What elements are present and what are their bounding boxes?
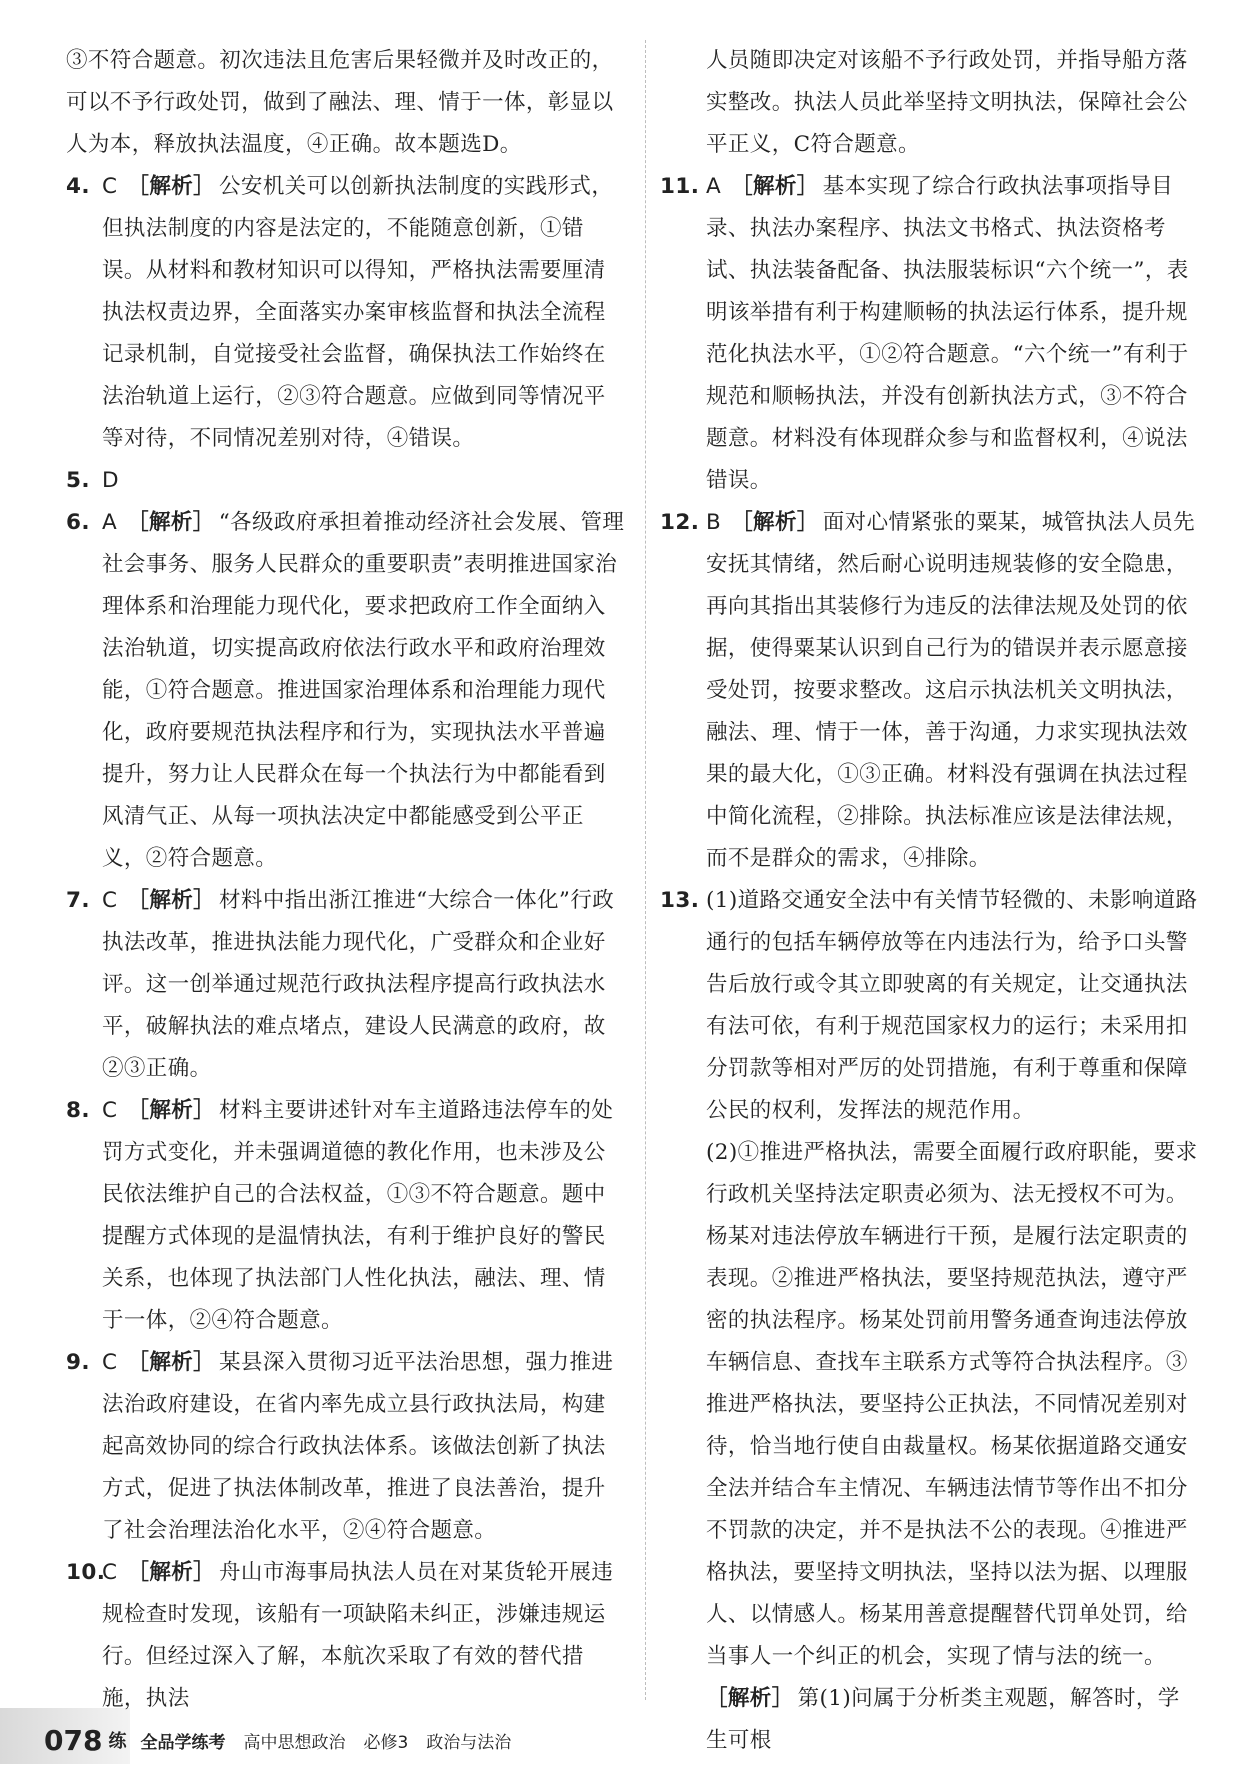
right-intro-text: 人员随即决定对该船不予行政处罚，并指导船方落实整改。执法人员此举坚持文明执法，保障社会公平正义，C符合题意。 <box>706 48 1188 157</box>
item-text: 材料主要讲述针对车主道路违法停车的处罚方式变化，并未强调道德的教化作用，也未涉及公民依法维护自己的合法权益，①③不符合题意。题中提醒方式体现的是温情执法，有利于维护良好的警民关系，也体现了执法部门人性化执法，融法、理、情于一体，②④符合题意。 <box>102 1098 614 1333</box>
page-number: 078 <box>44 1723 103 1757</box>
item-answer: A <box>706 174 722 199</box>
item-number: 9. <box>66 1350 90 1375</box>
item-number: 11. <box>660 174 700 199</box>
analysis-tag: ［解析］ <box>127 1098 216 1123</box>
answer-item-10 <box>66 1552 626 1720</box>
item-number: 5. <box>66 468 90 493</box>
item-text: 舟山市海事局执法人员在对某货轮开展违规检查时发现，该船有一项缺陷未纠正，涉嫌违规运行。但经过深入了解，本航次采取了有效的替代措施，执法 <box>102 1560 614 1711</box>
item-number: 7. <box>66 888 90 913</box>
final-analysis-text: 第(1)问属于分析类主观题，解答时，学生可根 <box>706 1686 1180 1753</box>
item-answer: D <box>102 468 119 493</box>
answer-item-4 <box>66 166 626 460</box>
answer-item-6 <box>66 502 626 880</box>
series-name: 全品学练考 <box>140 1732 226 1753</box>
practice-badge: 练 <box>108 1731 127 1752</box>
item-text: 材料中指出浙江推进“大综合一体化”行政执法改革，推进执法能力现代化，广受群众和企业好评。这一创举通过规范行政执法程序提高行政执法水平，破解执法的难点堵点，建设人民满意的政府，故②③正确。 <box>102 888 615 1081</box>
analysis-tag: ［解析］ <box>731 174 819 199</box>
answer-item-13 <box>660 880 1200 1132</box>
answer-item-12 <box>660 502 1200 880</box>
analysis-tag: ［解析］ <box>127 1560 216 1585</box>
item-number: 10. <box>66 1560 106 1585</box>
item-answer: C <box>102 1560 118 1585</box>
item-answer: B <box>706 510 722 535</box>
item-answer: C <box>102 1098 118 1123</box>
item-text: 某县深入贯彻习近平法治思想，强力推进法治政府建设，在省内率先成立县行政执法局，构建起高效协同的综合行政执法体系。该做法创新了执法方式，促进了执法体制改革，推进了良法善治，提升了社会治理法治化水平，②④符合题意。 <box>102 1350 614 1543</box>
item-number: 4. <box>66 174 90 199</box>
analysis-tag: ［解析］ <box>706 1686 794 1711</box>
analysis-tag: ［解析］ <box>127 1350 216 1375</box>
analysis-tag: ［解析］ <box>731 510 819 535</box>
item-text: “各级政府承担着推动经济社会发展、管理社会事务、服务人民群众的重要职责”表明推进国家治理体系和治理能力现代化，要求把政府工作全面纳入法治轨道，切实提高政府依法行政水平和政府治理效能，①符合题意。推进国家治理体系和治理能力现代化，政府要规范执法程序和行为，实现执法水平普遍提升，努力让人民群众在每一个执法行为中都能看到风清气正、从每一项执法决定中都能感受到公平正义，②符合题意。 <box>102 510 625 871</box>
column-divider <box>645 40 646 1700</box>
analysis-tag: ［解析］ <box>127 510 215 535</box>
answer-item-8 <box>66 1090 626 1342</box>
item-text: 公安机关可以创新执法制度的实践形式，但执法制度的内容是法定的，不能随意创新，①错误。从材料和教材知识可以得知，严格执法需要厘清执法权责边界，全面落实办案审核监督和执法全流程记录机制，自觉接受社会监督，确保执法工作始终在法治轨道上运行，②③符合题意。应做到同等情况平等对待，不同情况差别对待，④错误。 <box>102 174 614 451</box>
analysis-tag: ［解析］ <box>127 174 216 199</box>
subject-name: 高中思想政治 <box>243 1732 346 1753</box>
answer-item-11 <box>660 166 1200 502</box>
answer-item-7 <box>66 880 626 1090</box>
item-text: 基本实现了综合行政执法事项指导目录、执法办案程序、执法文书格式、执法资格考试、执法装备配备、执法服装标识“六个统一”，表明该举措有利于构建顺畅的执法运行体系，提升规范化执法水平，①②符合题意。“六个统一”有利于规范和顺畅执法，并没有创新执法方式，③不符合题意。材料没有体现群众参与和监督权利，④说法错误。 <box>706 174 1189 493</box>
page-footer <box>44 1718 1204 1762</box>
item-answer: C <box>102 1350 118 1375</box>
item-number: 6. <box>66 510 90 535</box>
item-number: 13. <box>660 888 700 913</box>
answer-item-5 <box>66 460 626 502</box>
item-number: 12. <box>660 510 700 535</box>
left-column <box>66 40 626 1720</box>
item-answer: C <box>102 174 118 199</box>
left-intro-text: ③不符合题意。初次违法且危害后果轻微并及时改正的，可以不予行政处罚，做到了融法、理、情于一体，彰显以人为本，释放执法温度，④正确。故本题选D。 <box>66 48 614 157</box>
volume-name: 必修3 <box>363 1732 409 1753</box>
item-number: 8. <box>66 1098 90 1123</box>
book-name: 政治与法治 <box>426 1732 512 1753</box>
q13-part2-text: (2)①推进严格执法，需要全面履行政府职能，要求行政机关坚持法定职责必须为、法无授权不可为。杨某对违法停放车辆进行干预，是履行法定职责的表现。②推进严格执法，要坚持规范执法，遵守严密的执法程序。杨某处罚前用警务通查询违法停放车辆信息、查找车主联系方式等符合执法程序。③推进严格执法，要坚持公正执法，不同情况差别对待，恰当地行使自由裁量权。杨某依据道路交通安全法并结合车主情况、车辆违法情节等作出不扣分不罚款的决定，并不是执法不公的表现。④推进严格执法，要坚持文明执法，坚持以法为据、以理服人、以情感人。杨某用善意提醒替代罚单处罚，给当事人一个纠正的机会，实现了情与法的统一。 <box>706 1140 1198 1669</box>
item-answer: C <box>102 888 118 913</box>
right-column <box>660 40 1200 1762</box>
analysis-tag: ［解析］ <box>127 888 216 913</box>
item-answer: A <box>102 510 118 535</box>
item-text: (1)道路交通安全法中有关情节轻微的、未影响道路通行的包括车辆停放等在内违法行为，给予口头警告后放行或令其立即驶离的有关规定，让交通执法有法可依，有利于规范国家权力的运行；未采用扣分罚款等相对严厉的处罚措施，有利于尊重和保障公民的权利，发挥法的规范作用。 <box>706 888 1198 1123</box>
answer-item-9 <box>66 1342 626 1552</box>
item-text: 面对心情紧张的粟某，城管执法人员先安抚其情绪，然后耐心说明违规装修的安全隐患，再向其指出其装修行为违反的法律法规及处罚的依据，使得粟某认识到自己行为的错误并表示愿意接受处罚，按要求整改。这启示执法机关文明执法，融法、理、情于一体，善于沟通，力求实现执法效果的最大化，①③正确。材料没有强调在执法过程中简化流程，②排除。执法标准应该是法律法规，而不是群众的需求，④排除。 <box>706 510 1196 871</box>
